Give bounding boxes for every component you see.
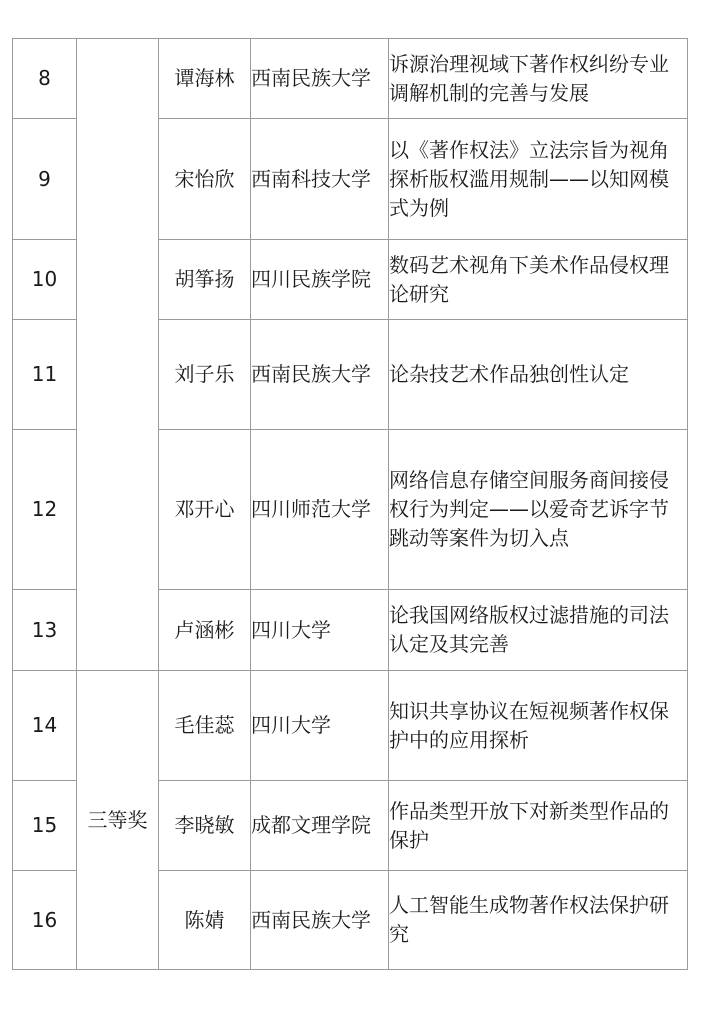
- row-number: 14: [13, 671, 77, 781]
- author-name: 李晓敏: [159, 781, 251, 871]
- row-number: 12: [13, 430, 77, 590]
- school-name: 四川民族学院: [251, 240, 389, 320]
- school-name: 西南民族大学: [251, 39, 389, 119]
- school-name: 西南民族大学: [251, 871, 389, 970]
- row-number: 10: [13, 240, 77, 320]
- author-name: 毛佳蕊: [159, 671, 251, 781]
- row-number: 9: [13, 119, 77, 240]
- paper-title: 论杂技艺术作品独创性认定: [389, 320, 688, 430]
- paper-title: 知识共享协议在短视频著作权保护中的应用探析: [389, 671, 688, 781]
- paper-title: 论我国网络版权过滤措施的司法认定及其完善: [389, 590, 688, 671]
- author-name: 宋怡欣: [159, 119, 251, 240]
- paper-title: 以《著作权法》立法宗旨为视角探析版权滥用规制——以知网模式为例: [389, 119, 688, 240]
- award-level-label: 三等奖: [87, 808, 148, 832]
- award-level-cell: [77, 671, 159, 970]
- row-number: 13: [13, 590, 77, 671]
- paper-title: 作品类型开放下对新类型作品的保护: [389, 781, 688, 871]
- author-name: 刘子乐: [159, 320, 251, 430]
- award-level-cell: [77, 39, 159, 671]
- paper-title: 网络信息存储空间服务商间接侵权行为判定——以爱奇艺诉字节跳动等案件为切入点: [389, 430, 688, 590]
- paper-title: 数码艺术视角下美术作品侵权理论研究: [389, 240, 688, 320]
- row-number: 8: [13, 39, 77, 119]
- school-name: 四川大学: [251, 590, 389, 671]
- table-row: [13, 671, 688, 781]
- awards-table: [12, 38, 688, 970]
- author-name: 邓开心: [159, 430, 251, 590]
- paper-title: 人工智能生成物著作权法保护研究: [389, 871, 688, 970]
- row-number: 15: [13, 781, 77, 871]
- row-number: 11: [13, 320, 77, 430]
- row-number: 16: [13, 871, 77, 970]
- school-name: 西南科技大学: [251, 119, 389, 240]
- paper-title: 诉源治理视域下著作权纠纷专业调解机制的完善与发展: [389, 39, 688, 119]
- author-name: 卢涵彬: [159, 590, 251, 671]
- school-name: 四川师范大学: [251, 430, 389, 590]
- school-name: 成都文理学院: [251, 781, 389, 871]
- school-name: 西南民族大学: [251, 320, 389, 430]
- author-name: 胡筝扬: [159, 240, 251, 320]
- author-name: 谭海林: [159, 39, 251, 119]
- author-name: 陈婧: [159, 871, 251, 970]
- table-row: [13, 39, 688, 119]
- school-name: 四川大学: [251, 671, 389, 781]
